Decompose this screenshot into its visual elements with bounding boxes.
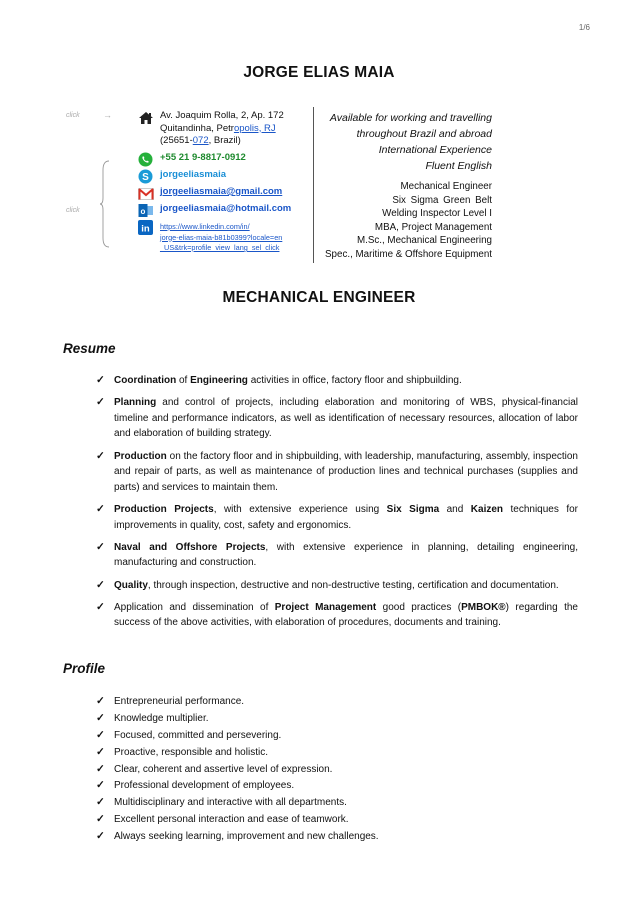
resume-item-text: Naval and Offshore Projects, with extensive experience in planning, detailing engineering, manufacturing and construction.	[114, 541, 578, 569]
resume-item	[96, 540, 578, 571]
resume-item-text: Application and dissemination of Project Management good practices (PMBOK®) regarding the success of the above activities, with elaboration of procedures, documents and training.	[114, 601, 578, 629]
profile-item	[96, 829, 578, 845]
profile-item	[96, 745, 578, 761]
gmail-address[interactable]: jorgeeliasmaia@gmail.com	[160, 186, 283, 197]
check-icon: ✓	[96, 830, 105, 843]
check-icon: ✓	[96, 540, 105, 553]
person-name: JORGE ELIAS MAIA	[243, 64, 395, 81]
resume-item	[96, 395, 578, 442]
skype-icon	[137, 169, 154, 184]
qualification-item: M.Sc., Mechanical Engineering	[356, 235, 492, 246]
availability: Available for working and travelling throughout Brazil and abroad International Experience Fluent English	[329, 112, 492, 172]
address-row	[137, 110, 284, 148]
check-icon: ✓	[96, 745, 105, 758]
profile-item-text: Focused, committed and persevering.	[114, 729, 282, 741]
resume-item-text: Planning and control of projects, including elaboration and monitoring of WBS, physical-financial timeline and performance indicators, as well as identification of necessary resources, allocation of labor and elaboration of building strategy.	[114, 397, 578, 440]
address-line-1: Av. Joaquim Rolla, 2, Ap. 172	[160, 110, 284, 121]
gmail-row	[137, 186, 282, 201]
linkedin-row	[137, 222, 282, 254]
svg-text:in: in	[141, 223, 150, 235]
qualifications	[318, 180, 492, 261]
check-icon: ✓	[96, 502, 105, 515]
profile-item	[96, 728, 578, 744]
resume-item-text: Quality, through inspection, destructive and non-destructive testing, certification and documentation.	[114, 579, 559, 591]
check-icon: ✓	[96, 396, 105, 409]
profile-item-text: Always seeking learning, improvement and new challenges.	[114, 831, 379, 843]
phone-row	[137, 152, 246, 167]
profile-item-text: Professional development of employees.	[114, 780, 295, 792]
profile-title: Profile	[63, 661, 106, 676]
profile-item	[96, 812, 578, 828]
profile-item	[96, 778, 578, 794]
page-number: 1/6	[578, 23, 590, 32]
profile-item-text: Multidisciplinary and interactive with all departments.	[114, 797, 347, 809]
profile-item-text: Proactive, responsible and holistic.	[114, 746, 268, 758]
resume-item	[96, 578, 578, 594]
qualification-item: Mechanical Engineer	[400, 181, 492, 192]
profile-item	[96, 795, 578, 811]
resume-item	[96, 600, 578, 631]
check-icon: ✓	[96, 600, 105, 613]
address-line-2: Quitandinha, Petropolis, RJ	[160, 122, 276, 134]
resume-list	[96, 373, 578, 637]
outlook-icon	[137, 203, 154, 218]
check-icon: ✓	[96, 779, 105, 792]
whatsapp-icon	[137, 152, 154, 167]
profile-item-text: Knowledge multiplier.	[114, 712, 209, 724]
check-icon: ✓	[96, 762, 105, 775]
qualification-item: Spec., Maritime & Offshore Equipment	[325, 248, 492, 260]
qualification-item: Six Sigma Green Belt	[392, 194, 492, 206]
skype-id[interactable]: jorgeeliasmaia	[160, 169, 227, 180]
resume-item	[96, 373, 578, 389]
brace-icon	[100, 160, 110, 248]
home-icon	[137, 110, 154, 125]
profile-list	[96, 694, 578, 846]
check-icon: ✓	[96, 711, 105, 724]
resume-title: Resume	[63, 341, 116, 356]
city-link[interactable]: opolis, RJ	[233, 122, 276, 134]
vertical-divider	[313, 107, 314, 263]
section-heading: MECHANICAL ENGINEER	[222, 289, 416, 306]
resume-item-text: Coordination of Engineering activities in office, factory floor and shipbuilding.	[114, 375, 462, 386]
check-icon: ✓	[96, 695, 105, 707]
check-icon: ✓	[96, 796, 105, 809]
address	[160, 110, 284, 148]
profile-item	[96, 762, 578, 778]
hotmail-address[interactable]: jorgeeliasmaia@hotmail.com	[160, 203, 292, 214]
qualification-item: Welding Inspector Level I	[382, 208, 492, 219]
linkedin-url[interactable]: https://www.linkedin.com/in/ jorge-elias-maia-b81b0399?locale=en _US&trk=profile_view_lang_sel_click	[160, 222, 283, 252]
click-label[interactable]: click	[66, 207, 80, 214]
check-icon: ✓	[96, 813, 105, 826]
resume-item-text: Production on the factory floor and in shipbuilding, with leadership, manufacturing, assembly, inspection and repair of parts, as well as maintenance of production lines and technical purchases (supplies and parts) and services to maintain them.	[114, 450, 578, 493]
linkedin-icon	[137, 220, 154, 235]
qualification-item: MBA, Project Management	[374, 221, 492, 233]
resume-item-text: Production Projects, with extensive experience using Six Sigma and Kaizen techniques for improvements in quality, cost, safety and ergonomics.	[114, 503, 578, 531]
check-icon: ✓	[96, 728, 105, 741]
resume-item	[96, 502, 578, 533]
phone-number[interactable]: +55 21 9-8817-0912	[160, 152, 246, 163]
profile-item-text: Clear, coherent and assertive level of expression.	[114, 763, 333, 775]
profile-item-text: Entrepreneurial performance.	[114, 696, 245, 707]
resume-item	[96, 449, 578, 496]
address-line-3: (25651-072, Brazil)	[160, 135, 241, 146]
svg-text:o: o	[140, 207, 145, 216]
svg-text:S: S	[142, 172, 149, 183]
click-label[interactable]: click	[66, 112, 80, 119]
zip-link[interactable]: 072	[192, 135, 209, 146]
hotmail-row	[137, 203, 291, 218]
arrow-right-icon: →	[103, 110, 112, 120]
check-icon: ✓	[96, 578, 105, 591]
profile-item	[96, 711, 578, 727]
check-icon: ✓	[96, 449, 105, 462]
check-icon: ✓	[96, 374, 105, 386]
gmail-icon	[137, 186, 154, 201]
skype-row	[137, 169, 226, 184]
profile-item	[96, 694, 578, 710]
profile-item-text: Excellent personal interaction and ease of teamwork.	[114, 814, 349, 826]
